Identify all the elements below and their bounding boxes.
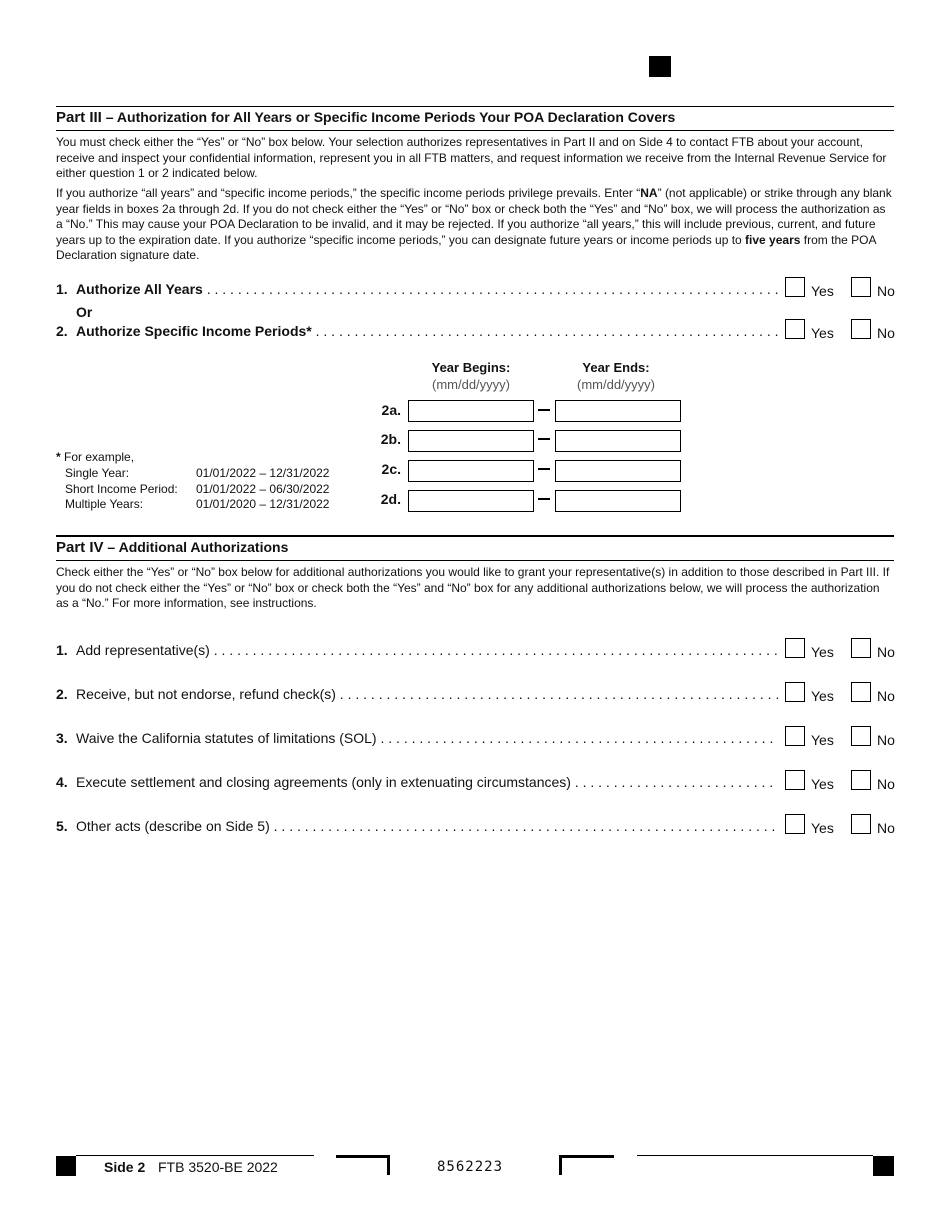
part4-bottom-rule <box>56 560 894 561</box>
no-label: No <box>877 688 895 704</box>
authorization-waive-sol <box>56 726 894 748</box>
yes-checkbox[interactable] <box>785 277 805 297</box>
question-text: Waive the California statutes of limitations (SOL) . . . <box>76 730 778 746</box>
yes-label: Yes <box>811 820 834 836</box>
yes-label: Yes <box>811 283 834 299</box>
footer-rule-right <box>637 1155 873 1156</box>
question-text: Execute settlement and closing agreements (only in extenuating circumstances) . . . <box>76 774 778 790</box>
part3-instructions: You must check either the “Yes” or “No” box below. Your selection authorizes representatives in Part II and on Side 4 to contact FTB about your account, receive and inspect your confidential information, represent you in all FTB matters, and request information we receive from the Internal Revenue Service for either question 1 or 2 indicated below. <box>56 135 887 181</box>
year-begins-2a-field[interactable] <box>408 400 534 422</box>
yes-checkbox[interactable] <box>785 682 805 702</box>
year-ends-header: Year Ends: <box>582 360 650 375</box>
no-label: No <box>877 325 895 341</box>
authorization-receive-refund-checks <box>56 682 894 704</box>
footer-side-label: Side 2 <box>104 1159 146 1175</box>
no-label: No <box>877 776 895 792</box>
part3-bottom-rule <box>56 130 894 131</box>
yes-label: Yes <box>811 776 834 792</box>
year-ends-2a-field[interactable] <box>555 400 681 422</box>
period-label-2c: 2c. <box>381 461 401 477</box>
year-begins-2c-field[interactable] <box>408 460 534 482</box>
part3-instructions-2: If you authorize “all years” and “specific income periods,” the specific income periods privilege prevails. Enter “NA” (not applicable) or strike through any blank year fields in boxes 2a through 2d. If you do not check either the “Yes” or “No” box or check both the “Yes” and “No” box, we will process the authorization as a “No.” This may cause your POA Declaration to be invalid, and it may be rejected. If you authorize “all years,” this will include previous, current, and future years up to the expiration date. If you authorize “specific income periods,” you can designate future years or income periods up to five years from the POA Declaration signature date. <box>56 186 892 263</box>
example-value: 01/01/2022 – 06/30/2022 <box>196 482 330 496</box>
year-ends-format: (mm/dd/yyyy) <box>577 377 655 392</box>
no-label: No <box>877 644 895 660</box>
yes-checkbox[interactable] <box>785 638 805 658</box>
no-label: No <box>877 732 895 748</box>
question-authorize-all-years <box>56 277 894 299</box>
form-code: 8562223 <box>437 1159 504 1175</box>
part4-top-rule <box>56 535 894 537</box>
example-value: 01/01/2022 – 12/31/2022 <box>196 466 330 480</box>
period-label-2d: 2d. <box>380 491 401 507</box>
no-label: No <box>877 820 895 836</box>
no-checkbox[interactable] <box>851 277 871 297</box>
part4-instructions: Check either the “Yes” or “No” box below for additional authorizations you would like to grant your representative(s) in addition to those described in Part III. If you do not check either the “Yes” or “No” box or check both the “Yes” and “No” box for any additional authorizations below, we will process the authorization as a “No.” For more information, see instructions. <box>56 565 890 611</box>
year-begins-2b-field[interactable] <box>408 430 534 452</box>
registration-mark-bottom-left <box>56 1156 76 1176</box>
question-text: Authorize All Years . . . <box>76 281 778 297</box>
yes-label: Yes <box>811 644 834 660</box>
question-text: Add representative(s) . . . <box>76 642 778 658</box>
no-checkbox[interactable] <box>851 638 871 658</box>
question-number: 1. <box>56 642 68 658</box>
example-label: Multiple Years: <box>65 497 144 511</box>
example-heading: * For example, <box>56 450 135 464</box>
part3-number: Part III <box>56 109 102 126</box>
question-number: 1. <box>56 281 68 297</box>
question-text: Receive, but not endorse, refund check(s) . . . <box>76 686 778 702</box>
part3-heading <box>56 109 675 126</box>
question-text: Other acts (describe on Side 5) . . . <box>76 818 778 834</box>
question-number: 4. <box>56 774 68 790</box>
no-label: No <box>877 283 895 299</box>
example-value: 01/01/2020 – 12/31/2022 <box>196 497 330 511</box>
part4-number: Part IV <box>56 539 104 556</box>
yes-label: Yes <box>811 732 834 748</box>
no-checkbox[interactable] <box>851 682 871 702</box>
example-label: Single Year: <box>65 466 130 480</box>
dash <box>538 438 550 440</box>
yes-label: Yes <box>811 688 834 704</box>
period-label-2a: 2a. <box>381 402 401 418</box>
year-begins-header: Year Begins: <box>431 360 511 375</box>
authorization-add-representatives <box>56 638 894 660</box>
part3-title: – Authorization for All Years or Specific Income Periods Your POA Declaration Covers <box>101 109 676 125</box>
question-number: 3. <box>56 730 68 746</box>
question-number: 2. <box>56 686 68 702</box>
yes-checkbox[interactable] <box>785 726 805 746</box>
registration-mark-bottom-right <box>873 1156 894 1176</box>
question-number: 2. <box>56 323 68 339</box>
year-ends-2c-field[interactable] <box>555 460 681 482</box>
registration-mark-top <box>649 56 671 77</box>
footer-form-name: FTB 3520-BE 2022 <box>158 1159 278 1175</box>
period-label-2b: 2b. <box>380 431 401 447</box>
or-label: Or <box>76 304 93 320</box>
corner-bracket-left <box>336 1155 390 1175</box>
year-ends-2b-field[interactable] <box>555 430 681 452</box>
yes-checkbox[interactable] <box>785 770 805 790</box>
yes-checkbox[interactable] <box>785 814 805 834</box>
dash <box>538 498 550 500</box>
part4-heading <box>56 539 288 556</box>
no-checkbox[interactable] <box>851 726 871 746</box>
corner-bracket-right <box>559 1155 614 1175</box>
dash <box>538 468 550 470</box>
question-authorize-specific-periods <box>56 319 894 341</box>
part4-title: – Additional Authorizations <box>103 539 289 555</box>
question-text: Authorize Specific Income Periods* . . . <box>76 323 778 339</box>
authorization-other-acts <box>56 814 894 836</box>
footer-rule-left <box>76 1155 314 1156</box>
dash <box>538 409 550 411</box>
no-checkbox[interactable] <box>851 770 871 790</box>
yes-label: Yes <box>811 325 834 341</box>
year-ends-2d-field[interactable] <box>555 490 681 512</box>
part3-top-rule <box>56 106 894 107</box>
question-number: 5. <box>56 818 68 834</box>
authorization-settlement-agreements <box>56 770 894 792</box>
yes-checkbox[interactable] <box>785 319 805 339</box>
year-begins-format: (mm/dd/yyyy) <box>432 377 510 392</box>
example-label: Short Income Period: <box>65 482 178 496</box>
no-checkbox[interactable] <box>851 319 871 339</box>
no-checkbox[interactable] <box>851 814 871 834</box>
year-begins-2d-field[interactable] <box>408 490 534 512</box>
